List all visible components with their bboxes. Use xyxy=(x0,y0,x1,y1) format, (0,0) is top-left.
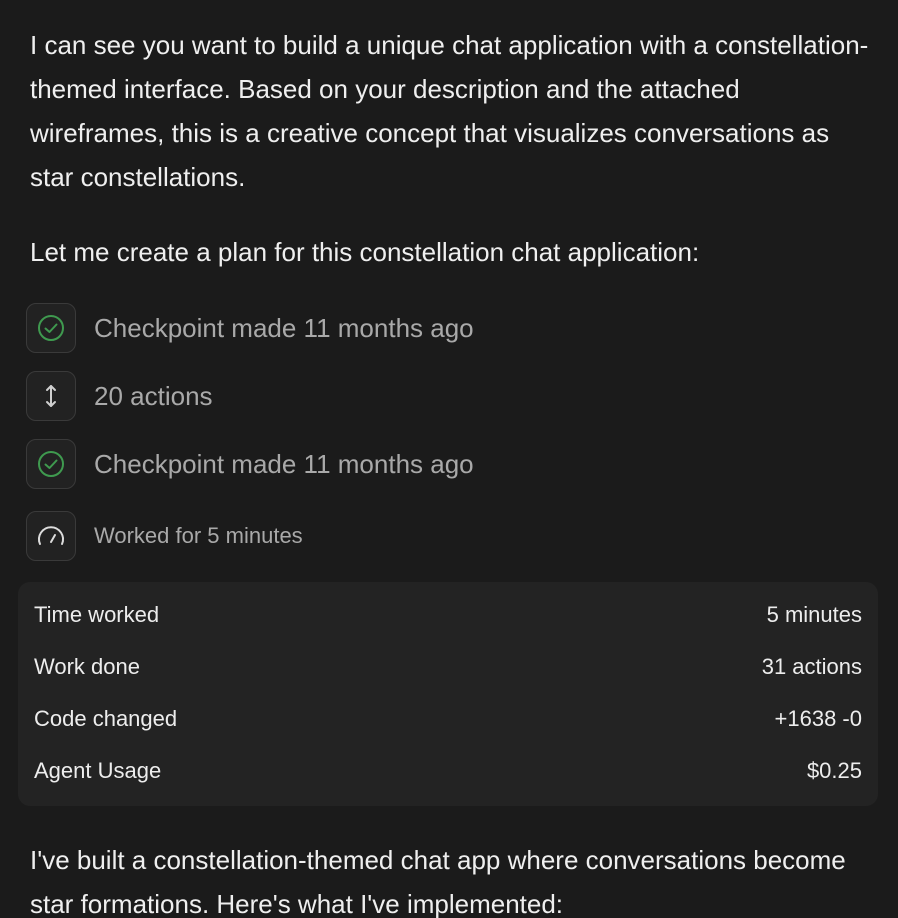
gauge-icon xyxy=(26,511,76,561)
stat-value: 5 minutes xyxy=(766,602,862,627)
checkpoint-label: Checkpoint made 11 months ago xyxy=(94,448,474,479)
stat-value: 31 actions xyxy=(761,654,862,679)
stat-label: Code changed xyxy=(34,706,178,731)
checkpoint-label: Checkpoint made 11 months ago xyxy=(94,312,474,343)
expand-vertical-icon xyxy=(26,371,76,421)
assistant-summary-message: I've built a constellation-themed chat app where conversations become star formations. Here's what I've implemented: xyxy=(30,845,846,918)
stat-row-agent-usage xyxy=(34,755,862,787)
stat-value: +1638 -0 xyxy=(774,706,862,731)
check-circle-icon xyxy=(26,303,76,353)
check-circle-icon xyxy=(26,439,76,489)
stat-row-code-changed xyxy=(34,703,862,735)
stat-value: $0.25 xyxy=(806,758,862,783)
checkpoint-event[interactable] xyxy=(26,302,474,354)
assistant-intro-message: I can see you want to build a unique chat application with a constellation-themed interface. Based on your description and the attached wireframes, this is a creative concept that visualizes conversations as star constellations. xyxy=(30,30,869,192)
stat-label: Agent Usage xyxy=(34,758,162,783)
work-stats-panel xyxy=(18,582,878,806)
stat-row-time-worked xyxy=(34,599,862,631)
worked-duration-label: Worked for 5 minutes xyxy=(94,523,303,548)
actions-expander[interactable] xyxy=(26,370,213,422)
stat-label: Time worked xyxy=(34,602,160,627)
actions-count-label: 20 actions xyxy=(94,380,213,411)
worked-duration-toggle[interactable] xyxy=(26,510,303,562)
assistant-plan-message: Let me create a plan for this constellation chat application: xyxy=(30,237,700,267)
stat-label: Work done xyxy=(34,654,140,679)
stat-row-work-done xyxy=(34,651,862,683)
checkpoint-event[interactable] xyxy=(26,438,474,490)
